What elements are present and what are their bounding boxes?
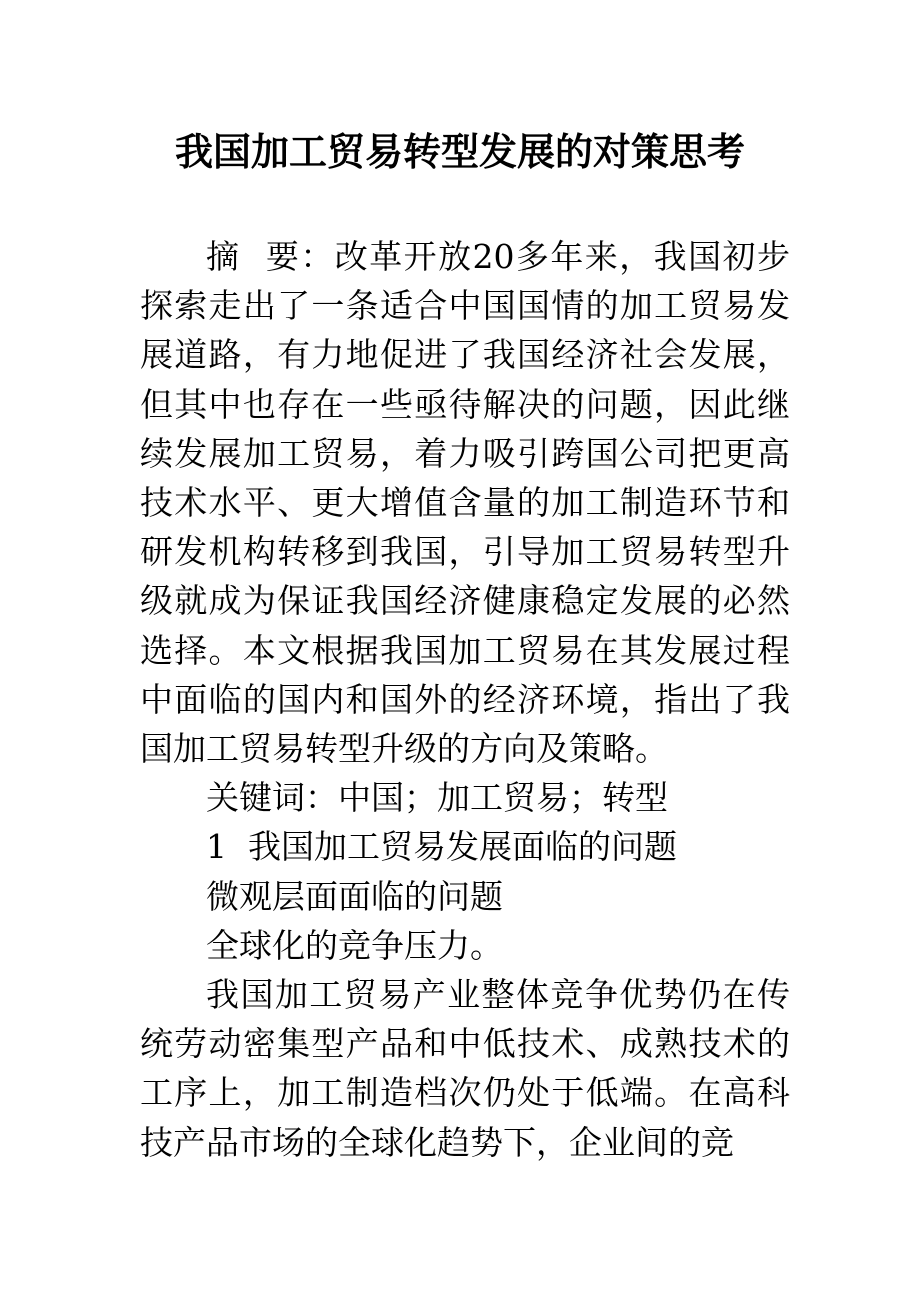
document-body [140,232,790,1167]
section-heading: 1 我国加工贸易发展面临的问题 [206,827,677,867]
abstract-text: 改革开放20多年来，我国初步探索走出了一条适合中国国情的加工贸易发展道路，有力地促进了我国经济社会发展，但其中也存在一些亟待解决的问题，因此继续发展加工贸易，着力吸引跨国公司把更高技术水平、更大增值含量的加工制造环节和研发机构转移到我国，引导加工贸易转型升级就成为保证我国经济健康稳定发展的必然选择。本文根据我国加工贸易在其发展过程中面临的国内和国外的经济环境，指出了我国加工贸易转型升级的方向及策略。 [140,237,790,769]
keywords-line: 关键词：中国；加工贸易；转型 [206,778,668,818]
abstract-paragraph [140,232,790,773]
abstract-label-part-1: 摘 [206,237,241,276]
sub-subsection-heading: 全球化的竞争压力。 [206,925,503,965]
abstract-label-part-2: 要： [264,237,335,276]
document-title: 我国加工贸易转型发展的对策思考 [174,129,745,174]
body-paragraph: 我国加工贸易产业整体竞争优势仍在传统劳动密集型产品和中低技术、成熟技术的工序上，加工制造档次仍处于低端。在高科技产品市场的全球化趋势下，企业间的竞 [140,975,790,1162]
subsection-heading: 微观层面面临的问题 [206,876,503,916]
